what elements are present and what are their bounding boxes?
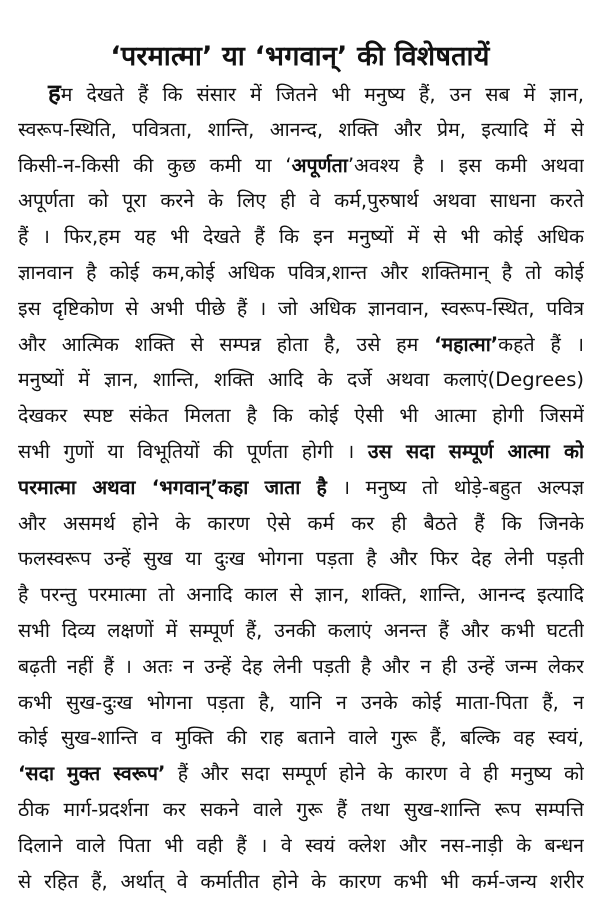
text-segment: देखकर स्पष्ट संकेत मिलता है कि कोई ऐसी भी आत्मा होगी जिसमें	[18, 404, 584, 428]
text-line	[18, 362, 584, 398]
text-line	[18, 434, 584, 470]
bold-phrase: ‘सदा मुक्त स्वरूप’	[18, 762, 166, 786]
text-segment: सभी गुणों या विभूतियों की पूर्णता होगी ।	[18, 439, 368, 463]
text-segment: कभी सुख-दुःख भोगना पड़ता है, यानि न उनके कोई माता-पिता हैं, न	[18, 690, 584, 714]
text-line	[18, 649, 584, 685]
text-line	[18, 327, 584, 363]
text-line	[18, 792, 584, 828]
text-segment: सभी दिव्य लक्षणों में सम्पूर्ण हैं, उनकी कलाएं अनन्त हैं और कभी घटती	[18, 618, 584, 642]
text-segment: हैं । फिर,हम यह भी देखते हैं कि इन मनुष्यों में से भी कोई अधिक	[18, 225, 584, 249]
text-segment: बढ़ती नहीं हैं । अतः न उन्हें देह लेनी पड़ती है और न ही उन्हें जन्म लेकर	[18, 654, 584, 678]
text-line	[18, 577, 584, 613]
text-segment: मनुष्यों में ज्ञान, शान्ति, शक्ति आदि के दर्जे अथवा कलाएं(Degrees)	[18, 368, 584, 392]
bold-phrase: अपूर्णता	[291, 153, 348, 177]
text-segment: म देखते हैं कि संसार में जितने भी मनुष्य हैं, उन सब में ज्ञान,	[60, 83, 584, 106]
text-segment: ’अवश्य है । इस कमी अथवा	[347, 153, 584, 177]
text-line	[18, 183, 584, 219]
bold-phrase: ‘महात्मा’	[434, 332, 499, 356]
text-line	[18, 613, 584, 649]
text-line	[18, 398, 584, 434]
text-segment: । मनुष्य तो थोड़े-बहुत अल्पज्ञ	[326, 475, 584, 499]
text-line	[18, 219, 584, 255]
text-line	[18, 148, 584, 184]
text-segment: और असमर्थ होने के कारण ऐसे कर्म कर ही बैठते हैं कि जिनके	[18, 511, 584, 535]
text-line	[18, 720, 584, 756]
text-line	[18, 864, 584, 900]
bold-phrase: परमात्मा अथवा ‘भगवान्’कहा जाता है	[18, 475, 327, 499]
text-segment: दिलाने वाले पिता भी वही हैं । वे स्वयं क्लेश और नस-नाड़ी के बन्धन	[18, 833, 584, 857]
text-segment: इस दृष्टिकोण से अभी पीछे हैं । जो अधिक ज्ञानवान, स्वरूप-स्थित, पवित्र	[18, 296, 584, 320]
text-segment: फलस्वरूप उन्हें सुख या दुःख भोगना पड़ता है और फिर देह लेनी पड़ती	[18, 547, 584, 571]
text-line	[18, 76, 584, 112]
text-segment: किसी-न-किसी की कुछ कमी या ‘	[18, 153, 292, 177]
text-segment: कहते हैं ।	[498, 332, 584, 356]
text-line	[18, 685, 584, 721]
page-title: ‘परमात्मा’ या ‘भगवान्’ की विशेषतायें	[110, 41, 490, 73]
text-segment: से रहित हैं, अर्थात् वे कर्मातीत होने के कारण कभी भी कर्म-जन्य शरीर	[18, 869, 584, 893]
text-line	[18, 506, 584, 542]
drop-cap: ह	[48, 79, 61, 107]
text-line	[18, 756, 584, 792]
text-segment: कोई सुख-शान्ति व मुक्ति की राह बताने वाले गुरू हैं, बल्कि वह स्वयं,	[18, 726, 584, 750]
text-segment: ज्ञानवान है कोई कम,कोई अधिक पवित्र,शान्त और शक्तिमान् है तो कोई	[18, 260, 584, 284]
text-segment: ठीक मार्ग-प्रदर्शना कर सकने वाले गुरू हैं तथा सुख-शान्ति रूप सम्पत्ति	[18, 797, 584, 821]
text-line	[18, 291, 584, 327]
text-line	[18, 112, 584, 148]
text-line	[18, 255, 584, 291]
text-line	[18, 541, 584, 577]
text-segment: और आत्मिक शक्ति से सम्पन्न होता है, उसे हम	[18, 332, 435, 356]
text-segment: अपूर्णता को पूरा करने के लिए ही वे कर्म,पुरुषार्थ अथवा साधना करते	[18, 189, 584, 213]
bold-phrase: उस सदा सम्पूर्ण आत्मा को	[367, 439, 584, 463]
text-line	[18, 470, 584, 506]
body-text	[18, 76, 584, 899]
text-segment: है परन्तु परमात्मा तो अनादि काल से ज्ञान, शक्ति, शान्ति, आनन्द इत्यादि	[18, 583, 584, 607]
text-segment: स्वरूप-स्थिति, पवित्रता, शान्ति, आनन्द, शक्ति और प्रेम, इत्यादि में से	[18, 117, 584, 141]
text-segment: हैं और सदा सम्पूर्ण होने के कारण वे ही मनुष्य को	[165, 762, 584, 786]
text-line	[18, 828, 584, 864]
